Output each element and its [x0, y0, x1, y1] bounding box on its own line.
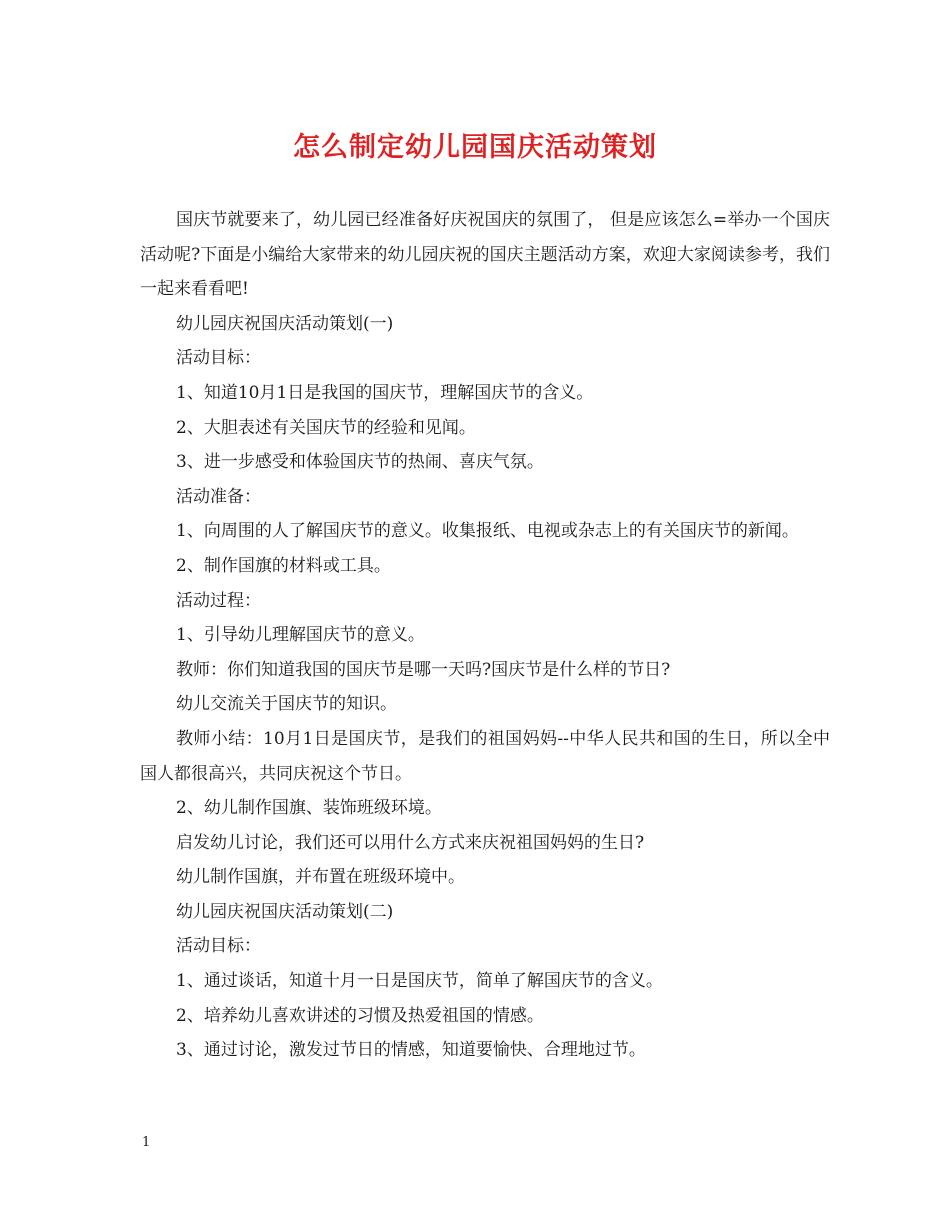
subheading-activity-process: 活动过程： [176, 590, 261, 611]
list-item: 1、向周围的人了解国庆节的意义。收集报纸、电视或杂志上的有关国庆节的新闻。 [176, 521, 799, 542]
section-heading-plan-one: 幼儿园庆祝国庆活动策划(一) [176, 313, 394, 334]
section-heading-plan-two: 幼儿园庆祝国庆活动策划(二) [176, 901, 394, 922]
list-item: 1、知道10月1日是我国的国庆节，理解国庆节的含义。 [176, 382, 594, 403]
subheading-activity-goals: 活动目标： [176, 348, 261, 369]
paragraph: 启发幼儿讨论，我们还可以用什么方式来庆祝祖国妈妈的生日? [176, 832, 645, 853]
list-item: 3、通过讨论，激发过节日的情感，知道要愉快、合理地过节。 [176, 1040, 646, 1061]
list-item: 1、通过谈话，知道十月一日是国庆节，简单了解国庆节的含义。 [176, 971, 663, 992]
subheading-activity-preparation: 活动准备： [176, 486, 261, 507]
paragraph: 幼儿制作国旗，并布置在班级环境中。 [176, 867, 465, 888]
list-item: 2、大胆表述有关国庆节的经验和见闻。 [176, 417, 476, 438]
document-body [140, 203, 830, 1068]
document-title: 怎么制定幼儿园国庆活动策划 [293, 132, 657, 163]
page-number: 1 [142, 1135, 151, 1150]
list-item: 2、制作国旗的材料或工具。 [176, 555, 391, 576]
paragraph: 幼儿交流关于国庆节的知识。 [176, 694, 397, 715]
list-item: 1、引导幼儿理解国庆节的意义。 [176, 625, 425, 646]
list-item: 3、进一步感受和体验国庆节的热闹、喜庆气氛。 [176, 452, 544, 473]
paragraph: 教师：你们知道我国的国庆节是哪一天吗?国庆节是什么样的节日? [176, 659, 671, 680]
paragraph-intro: 国庆节就要来了，幼儿园已经准备好庆祝国庆的氛围了， 但是应该怎么=举办一个国庆活动呢?下面是小编给大家带来的幼儿园庆祝的国庆主题活动方案，欢迎大家阅读参考，我们一起来看看吧! [140, 210, 830, 300]
paragraph: 教师小结：10月1日是国庆节，是我们的祖国妈妈--中华人民共和国的生日，所以全中国人都很高兴，共同庆祝这个节日。 [140, 728, 830, 784]
list-item: 2、培养幼儿喜欢讲述的习惯及热爱祖国的情感。 [176, 1005, 544, 1026]
subheading-activity-goals: 活动目标： [176, 936, 261, 957]
list-item: 2、幼儿制作国旗、装饰班级环境。 [176, 798, 442, 819]
